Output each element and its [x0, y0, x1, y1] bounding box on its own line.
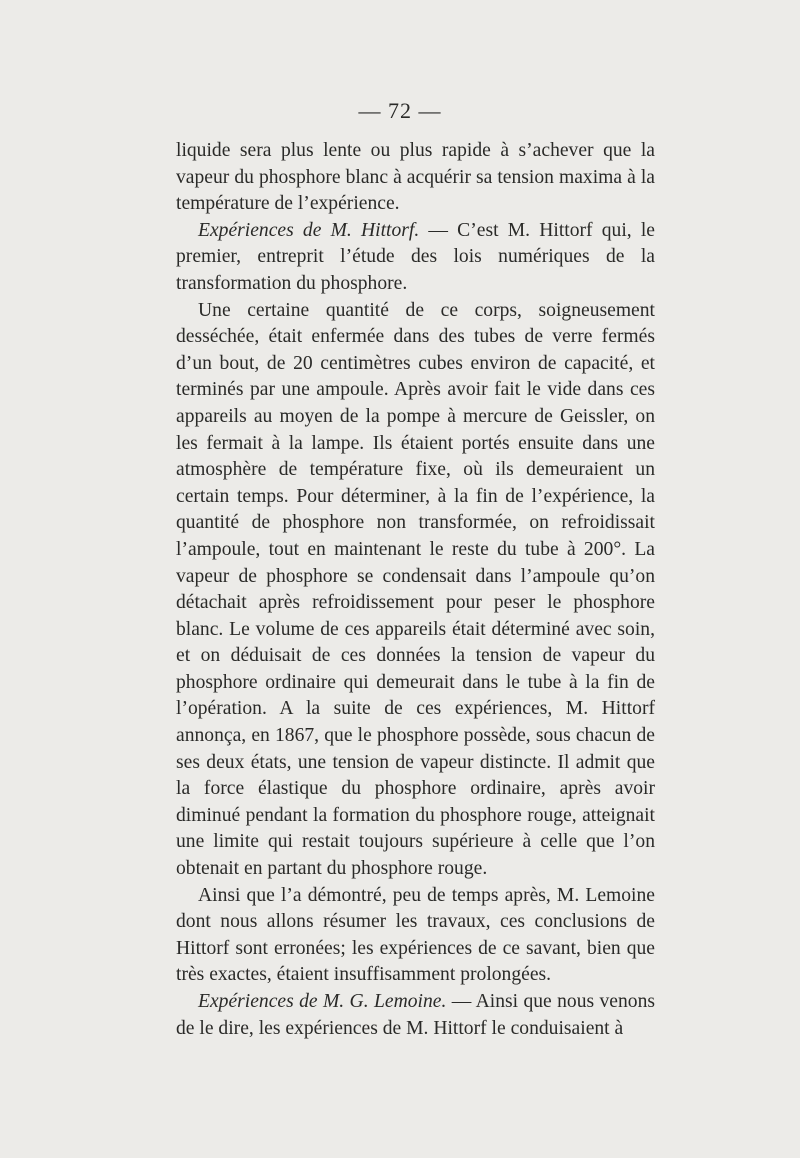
paragraph-2: [176, 218, 655, 298]
section-heading-hittorf: Expériences de M. Hittorf.: [198, 219, 420, 241]
section-heading-lemoine: Expériences de M. G. Lemoine.: [198, 991, 447, 1012]
page-number: — 72 —: [358, 98, 442, 123]
paragraph-1: [176, 138, 655, 218]
paragraph-5-text: — Ainsi que nous venons de le dire, les expériences de M. Hittorf le conduisaient à: [176, 991, 655, 1039]
body-text: [176, 138, 655, 1042]
paragraph-3: [176, 298, 655, 883]
paragraph-2-text: — C’est M. Hittorf qui, le premier, entreprit l’étude des lois numériques de la transformation du phosphore.: [176, 219, 655, 294]
paragraph-5: [176, 989, 655, 1042]
paragraph-3-text: Une certaine quantité de ce corps, soigneusement desséchée, était enfermée dans des tubes de verre fermés d’un bout, de 20 centimètres cubes environ de capacité, et terminés par une ampoule. Après avoir fait le vide dans ces appareils au moyen de la pompe à mercure de Geissler, on les fermait à la lampe. Ils étaient portés ensuite dans une atmosphère de température fixe, où ils demeuraient un certain temps. Pour déterminer, à la fin de l’expérience, la quantité de phosphore non transformée, on refroidissait l’ampoule, tout en maintenant le reste du tube à 200°. La vapeur de phosphore se condensait dans l’ampoule qu’on détachait après refroidissement pour peser le phosphore blanc. Le volume de ces appareils était déterminé avec soin, et on déduisait de ces données la tension de vapeur du phosphore ordinaire qui demeurait dans le tube à la fin de l’opération. A la suite de ces expériences, M. Hittorf annonça, en 1867, que le phosphore possède, sous chacun de ses deux états, une tension de vapeur distincte. Il admit que la force élastique du phosphore ordinaire, après avoir diminué pendant la formation du phosphore rouge, atteignait une limite qui restait toujours supérieure à celle que l’on obtenait en partant du phosphore rouge.: [176, 299, 655, 880]
paragraph-4-text: Ainsi que l’a démontré, peu de temps après, M. Lemoine dont nous allons résumer les travaux, ces conclusions de Hittorf sont erronées; les expériences de ce savant, bien que très exactes, étaient insuffisamment prolongées.: [176, 884, 655, 986]
paragraph-1-text: liquide sera plus lente ou plus rapide à s’achever que la vapeur du phosphore blanc à acquérir sa tension maxima à la température de l’expérience.: [176, 140, 655, 215]
paragraph-4: [176, 883, 655, 989]
